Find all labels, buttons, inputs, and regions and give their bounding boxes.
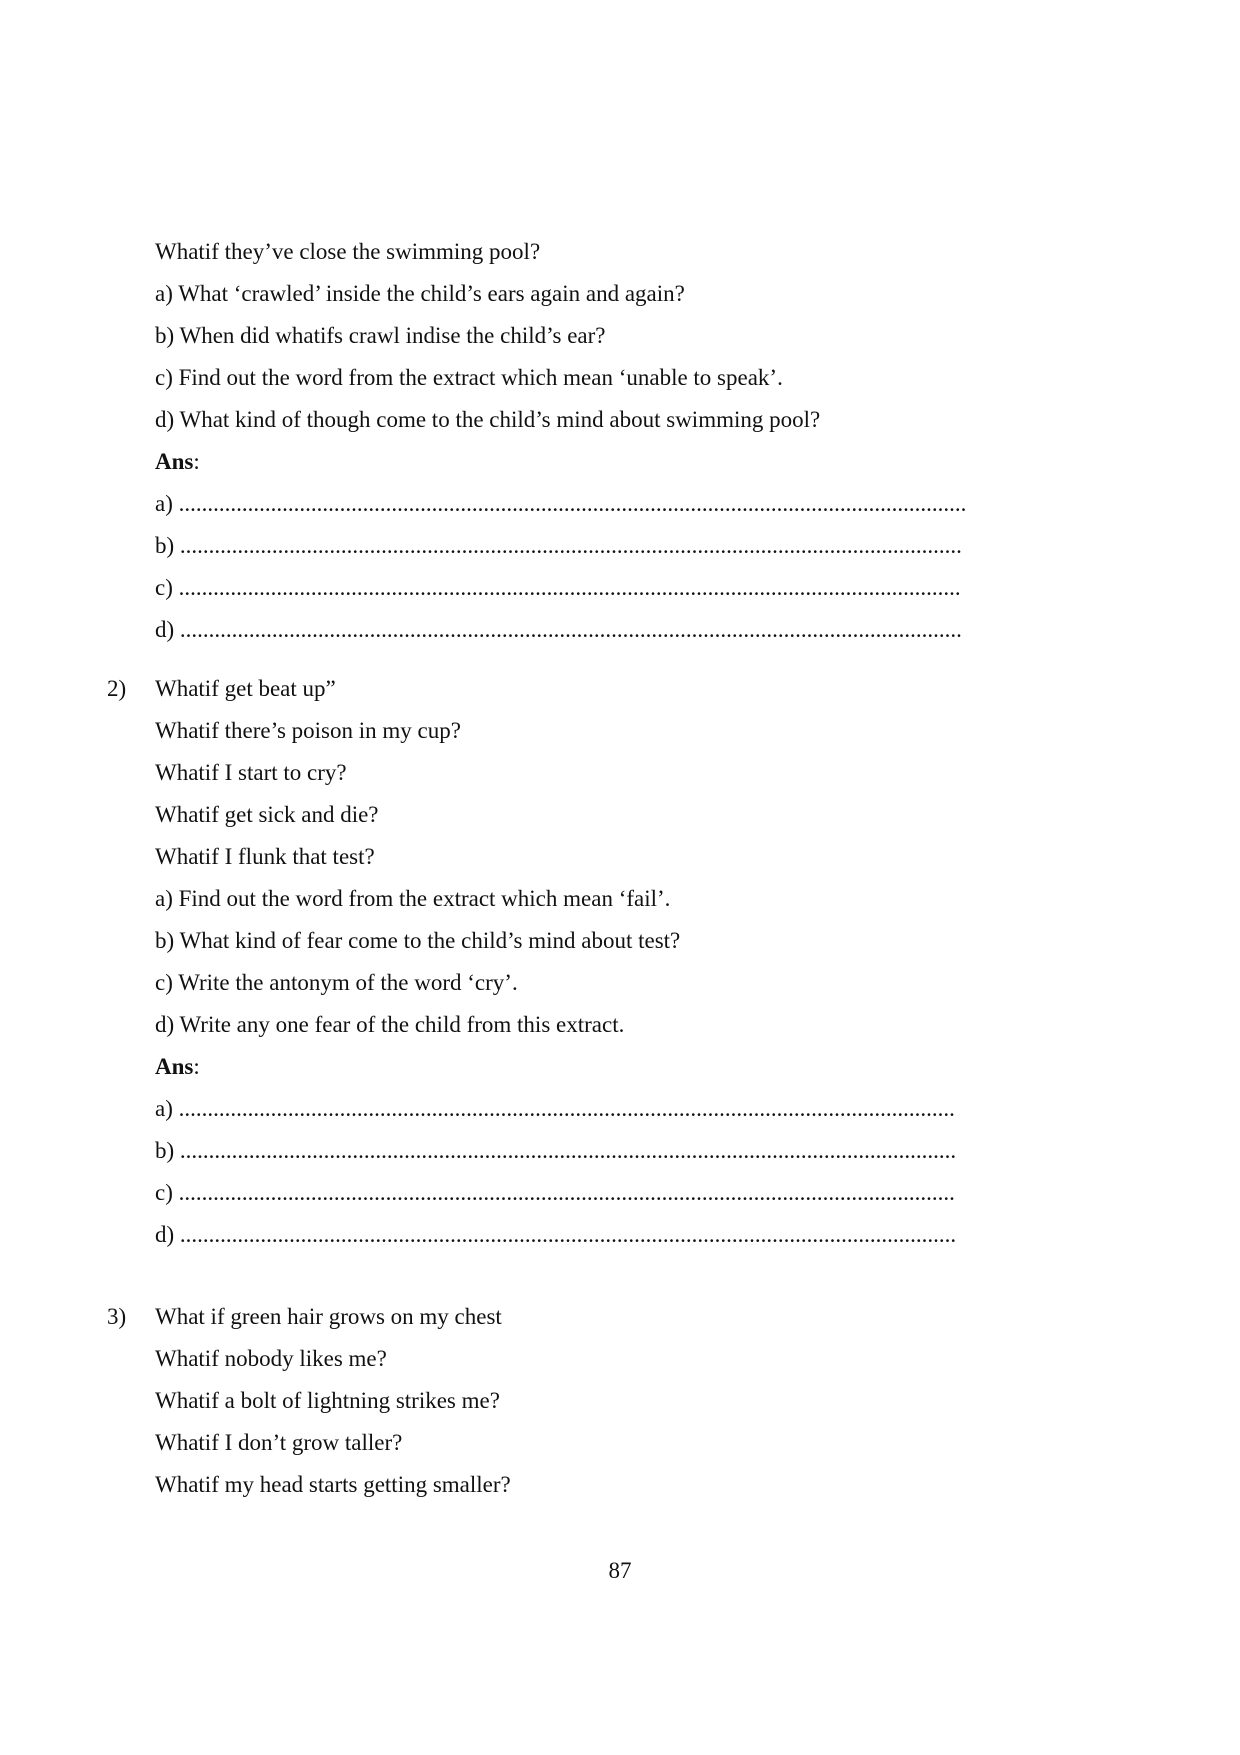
poem-line: Whatif get sick and die? — [155, 802, 379, 827]
question-b: b) What kind of fear come to the child’s mind about test? — [155, 928, 681, 953]
answer-line-d: d) ........................................................................................................................................ — [155, 617, 962, 642]
poem-line: Whatif I flunk that test? — [155, 844, 375, 869]
poem-line: What if green hair grows on my chest — [155, 1304, 502, 1329]
question-c: c) Find out the word from the extract which mean ‘unable to speak’. — [155, 365, 783, 390]
answer-line-c: c) ....................................................................................................................................... — [155, 1180, 955, 1205]
poem-line: Whatif they’ve close the swimming pool? — [155, 239, 541, 264]
answer-heading — [155, 447, 200, 477]
ans-label: Ans — [155, 1054, 194, 1079]
answer-heading — [155, 1052, 200, 1082]
answer-line-c: c) ........................................................................................................................................ — [155, 575, 961, 600]
poem-line: Whatif a bolt of lightning strikes me? — [155, 1388, 500, 1413]
answer-line-b: b) ....................................................................................................................................... — [155, 1138, 957, 1163]
question-c: c) Write the antonym of the word ‘cry’. — [155, 970, 518, 995]
page-number: 87 — [608, 1558, 632, 1583]
answer-line-b: b) ........................................................................................................................................ — [155, 533, 962, 558]
question-d: d) Write any one fear of the child from this extract. — [155, 1012, 625, 1037]
question-b: b) When did whatifs crawl indise the child’s ear? — [155, 323, 606, 348]
answer-line-a: a) ....................................................................................................................................... — [155, 1096, 955, 1121]
answer-line-a: a) ......................................................................................................................................... — [155, 491, 967, 516]
question-d: d) What kind of though come to the child’s mind about swimming pool? — [155, 407, 821, 432]
poem-line: Whatif my head starts getting smaller? — [155, 1472, 511, 1497]
question-a: a) Find out the word from the extract which mean ‘fail’. — [155, 886, 671, 911]
poem-line: Whatif I don’t grow taller? — [155, 1430, 403, 1455]
ans-colon: : — [193, 1054, 200, 1079]
ans-label: Ans — [155, 449, 194, 474]
question-a: a) What ‘crawled’ inside the child’s ears again and again? — [155, 281, 685, 306]
ans-colon: : — [193, 449, 200, 474]
poem-line: Whatif nobody likes me? — [155, 1346, 387, 1371]
question-number: 3) — [107, 1304, 127, 1329]
poem-line: Whatif get beat up” — [155, 676, 336, 701]
poem-line: Whatif I start to cry? — [155, 760, 347, 785]
answer-line-d: d) ....................................................................................................................................... — [155, 1222, 957, 1247]
question-number: 2) — [107, 676, 127, 701]
poem-line: Whatif there’s poison in my cup? — [155, 718, 461, 743]
